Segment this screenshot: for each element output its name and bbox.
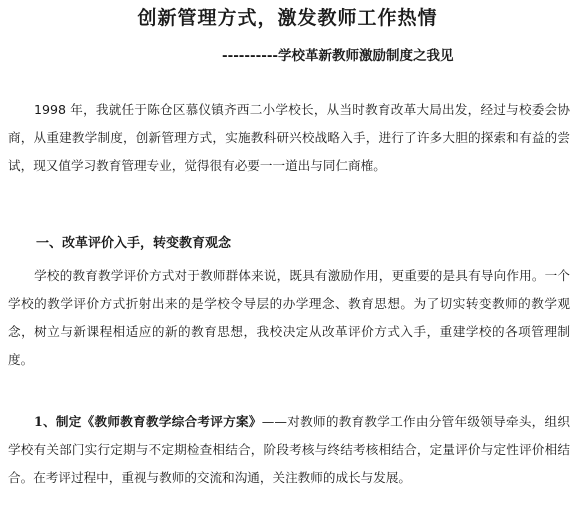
intro-text: 1998 年，我就任于陈仓区慕仪镇齐西二小学校长，从当时教育改革大局出发，经过与校委会协商，从重建教学制度，创新管理方式，实施教科研兴校战略入手，进行了许多大胆的探索和有益的尝试，现又值学习教育管理专业，觉得很有必要一一道出与同仁商榷。 — [8, 102, 570, 173]
section1-paragraph — [8, 262, 570, 374]
item1-paragraph — [8, 408, 570, 492]
item1-text: ——对教师的教育教学工作由分管年级领导牵头，组织学校有关部门实行定期与不定期检查相结合，阶段考核与终结考核相结合，定量评价与定性评价相结合。在考评过程中，重视与教师的交流和沟通，关注教师的成长与发展。 — [8, 414, 571, 485]
article-title: 创新管理方式，激发教师工作热情 — [137, 7, 438, 29]
intro-paragraph — [8, 96, 570, 180]
item1-label: 1、制定《教师教育教学综合考评方案》 — [34, 414, 262, 429]
article-subtitle: ----------学校革新教师激励制度之我见 — [222, 48, 454, 64]
section1-text: 学校的教育教学评价方式对于教师群体来说，既具有激励作用，更重要的是具有导向作用。一个学校的教学评价方式折射出来的是学校令导层的办学理念、教育思想。为了切实转变教师的教学观念，树立与新课程相适应的新的教育思想，我校决定从改革评价方式入手，重建学校的各项管理制度。 — [8, 268, 570, 367]
section-heading-1: 一、改革评价入手，转变教育观念 — [36, 236, 232, 251]
